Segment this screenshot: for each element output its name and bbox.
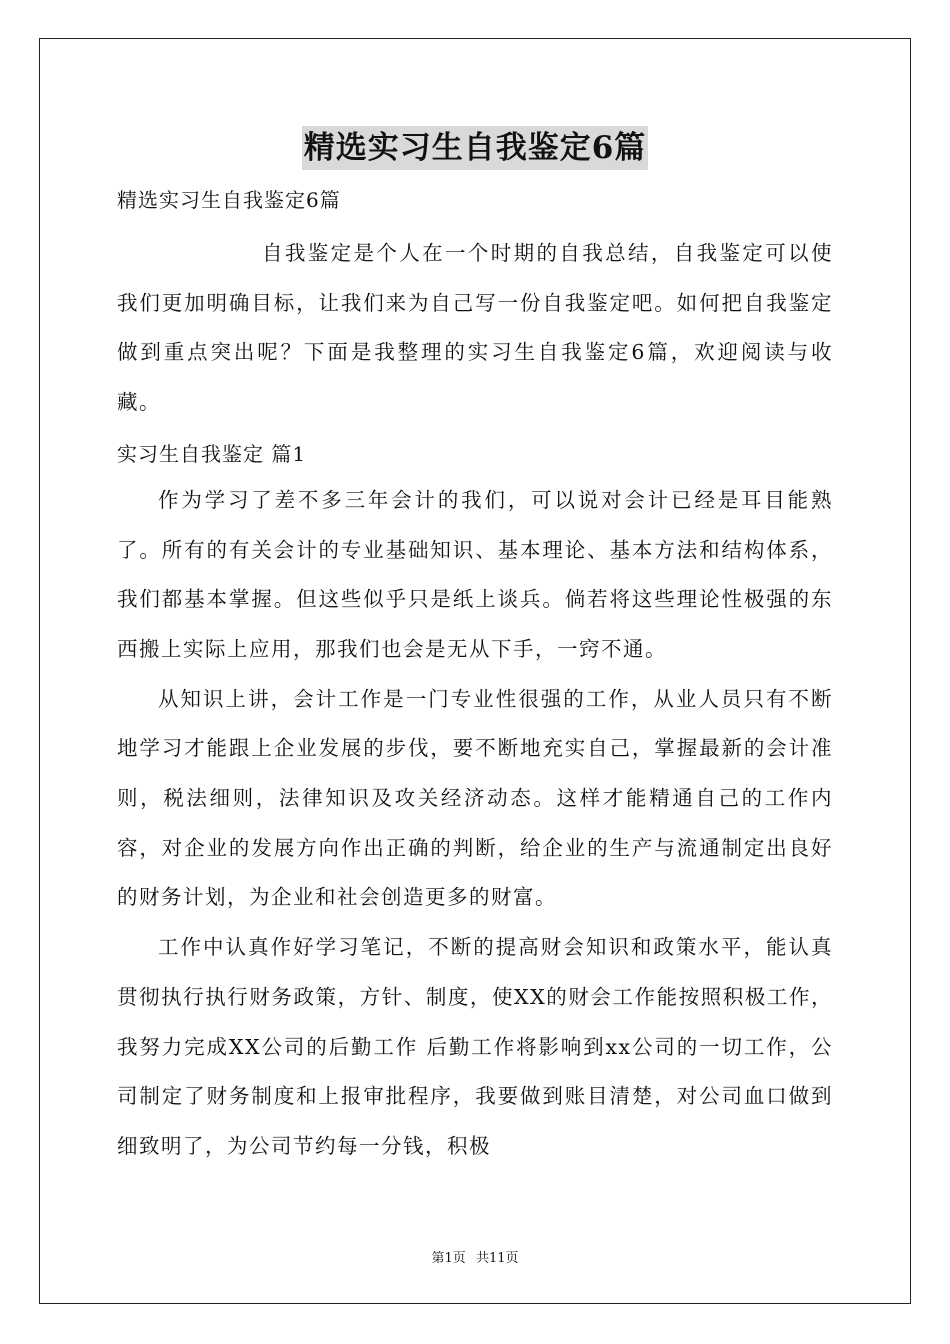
body-paragraph: 从知识上讲，会计工作是一门专业性很强的工作，从业人员只有不断地学习才能跟上企业发展的步伐，要不断地充实自己，掌握最新的会计准则，税法细则，法律知识及攻关经济动态。这样才能精通自己的工作内容，对企业的发展方向作出正确的判断，给企业的生产与流通制定出良好的财务计划，为企业和社会创造更多的财富。 xyxy=(117,686,833,910)
body-paragraph: 工作中认真作好学习笔记，不断的提高财会知识和政策水平，能认真贯彻执行执行财务政策，方针、制度，使XX的财会工作能按照积极工作，我努力完成XX公司的后勤工作 后勤工作将影响到xx公司的一切工作，公司制定了财务制度和上报审批程序，我要做到账目清楚，对公司血口做到细致明了，为公司节约每一分钱，积极 xyxy=(117,935,833,1158)
title-area xyxy=(0,126,950,170)
document-title: 精选实习生自我鉴定6篇 xyxy=(302,126,649,170)
document-body xyxy=(117,178,833,1172)
page-number: 第1页 xyxy=(431,1251,466,1266)
document-subtitle: 精选实习生自我鉴定6篇 xyxy=(117,188,341,212)
body-paragraph: 作为学习了差不多三年会计的我们，可以说对会计已经是耳目能熟了。所有的有关会计的专业基础知识、基本理论、基本方法和结构体系，我们都基本掌握。但这些似乎只是纸上谈兵。倘若将这些理论性极强的东西搬上实际上应用，那我们也会是无从下手，一窍不通。 xyxy=(117,487,833,661)
section-heading: 实习生自我鉴定 篇1 xyxy=(117,441,307,466)
total-pages: 共11页 xyxy=(475,1251,519,1266)
page-footer xyxy=(0,1250,950,1268)
intro-paragraph: 自我鉴定是个人在一个时期的自我总结，自我鉴定可以使我们更加明确目标，让我们来为自己写一份自我鉴定吧。如何把自我鉴定做到重点突出呢？下面是我整理的实习生自我鉴定6篇，欢迎阅读与收藏。 xyxy=(117,241,833,415)
